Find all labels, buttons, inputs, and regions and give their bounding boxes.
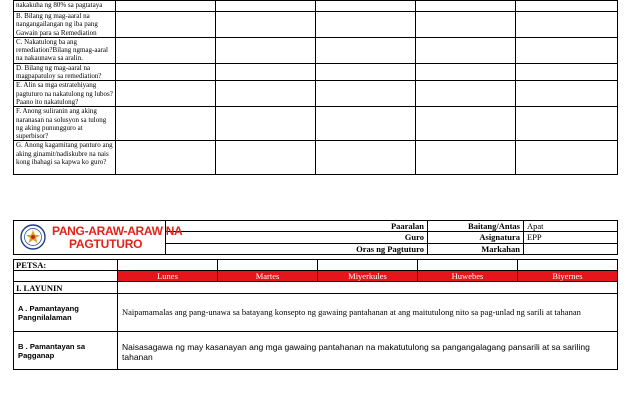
reflection-question: nakakuha ng 80% sa pagtataya <box>14 1 116 12</box>
reflection-cell <box>216 37 316 63</box>
pamantayang-label: A . Pamantayang Pangnilalaman <box>14 294 118 332</box>
reflection-row <box>14 107 618 141</box>
reflection-question: C. Nakatulong ba ang remediation?Bilang ngmag-aaral na nakaunawa sa aralin. <box>14 37 116 63</box>
reflection-cell <box>416 141 516 175</box>
reflection-cell <box>216 63 316 81</box>
day-header: Martes <box>218 271 318 282</box>
reflection-question: D. Bilang ng mag-aaral na magpapatuloy sa remediation? <box>14 63 116 81</box>
reflection-cell <box>516 12 618 38</box>
reflection-row <box>14 141 618 175</box>
pamantayang-row <box>14 294 618 332</box>
reflection-cell <box>516 37 618 63</box>
reflection-cell <box>116 141 216 175</box>
reflection-cell <box>216 141 316 175</box>
reflection-cell <box>116 37 216 63</box>
reflection-cell <box>416 63 516 81</box>
asignatura-label: Asignatura <box>428 232 524 243</box>
reflection-cell <box>316 63 416 81</box>
reflection-question: B. Bilang ng mag-aaral na nangangailangan ng iba pang Gawain para sa Remediation <box>14 12 116 38</box>
day-header: Biyernes <box>518 271 618 282</box>
reflection-cell <box>116 12 216 38</box>
pamantayang-text: Naipamamalas ang pang-unawa sa batayang konsepto ng gawaing pantahanan at ang maitutulong nito sa pag-unlad ng sarili at tahanan <box>118 294 618 332</box>
logo-cell <box>14 221 183 255</box>
petsa-label: PETSA: <box>14 260 118 271</box>
pagganap-row <box>14 332 618 370</box>
brand-title-line1: PANG-ARAW-ARAW NA <box>52 224 183 238</box>
petsa-cell <box>118 260 218 271</box>
reflection-table <box>13 0 618 175</box>
reflection-row <box>14 1 618 12</box>
oras-label: Oras ng Pagtuturo <box>166 243 428 254</box>
reflection-row <box>14 81 618 107</box>
petsa-row <box>14 260 618 271</box>
reflection-cell <box>216 12 316 38</box>
reflection-cell <box>516 1 618 12</box>
reflection-cell <box>116 107 216 141</box>
reflection-row <box>14 12 618 38</box>
reflection-cell <box>316 1 416 12</box>
reflection-cell <box>416 1 516 12</box>
reflection-question: E. Alin sa mga estratehiyang pagtuturo na nakatulong ng lubos? Paano ito nakatulong? <box>14 81 116 107</box>
markahan-label: Markahan <box>428 243 524 254</box>
deped-seal-icon <box>20 224 46 250</box>
pagganap-text: Naisasagawa ng may kasanayan ang mga gawaing pantahanan na makatutulong sa pangangalagang pansarili at sa sariling tahanan <box>118 332 618 370</box>
day-header: Lunes <box>118 271 218 282</box>
paaralan-label: Paaralan <box>166 221 428 232</box>
reflection-cell <box>316 107 416 141</box>
guro-label: Guro <box>166 232 428 243</box>
brand-title-line2: PAGTUTURO <box>69 237 143 251</box>
reflection-cell <box>116 1 216 12</box>
reflection-cell <box>216 81 316 107</box>
reflection-cell <box>516 141 618 175</box>
reflection-cell <box>316 12 416 38</box>
asignatura-value: EPP <box>524 232 618 243</box>
layunin-label: I. LAYUNIN <box>14 282 118 294</box>
petsa-cell <box>518 260 618 271</box>
reflection-cell <box>516 63 618 81</box>
day-header: Huwebes <box>418 271 518 282</box>
brand-logo <box>14 221 183 254</box>
reflection-cell <box>416 12 516 38</box>
reflection-cell <box>216 1 316 12</box>
reflection-question: G. Anong kagamitang panturo ang aking ginamit/nadiskubre na nais kong ibahagi sa kapwa ko guro? <box>14 141 116 175</box>
reflection-cell <box>116 81 216 107</box>
markahan-value <box>524 243 618 254</box>
reflection-cell <box>416 107 516 141</box>
lesson-table <box>13 259 618 370</box>
petsa-cell <box>418 260 518 271</box>
reflection-row <box>14 37 618 63</box>
reflection-cell <box>316 141 416 175</box>
reflection-cell <box>216 107 316 141</box>
reflection-cell <box>416 37 516 63</box>
reflection-cell <box>516 107 618 141</box>
dll-header <box>13 220 618 255</box>
reflection-cell <box>316 81 416 107</box>
baitang-label: Baitang/Antas <box>428 221 524 232</box>
petsa-cell <box>218 260 318 271</box>
reflection-question: F. Anong suliranin ang aking naranasan na solusyon sa tulong ng aking punungguro at superbisor? <box>14 107 116 141</box>
layunin-cell <box>118 282 618 294</box>
reflection-cell <box>416 81 516 107</box>
reflection-cell <box>516 81 618 107</box>
layunin-row <box>14 282 618 294</box>
reflection-cell <box>116 63 216 81</box>
petsa-cell <box>318 260 418 271</box>
header-row <box>14 221 618 232</box>
pagganap-label: B . Pamantayan sa Pagganap <box>14 332 118 370</box>
reflection-row <box>14 63 618 81</box>
baitang-value: Apat <box>524 221 618 232</box>
day-header: Miyerkules <box>318 271 418 282</box>
day-header-blank <box>14 271 118 282</box>
day-header-row <box>14 271 618 282</box>
reflection-cell <box>316 37 416 63</box>
